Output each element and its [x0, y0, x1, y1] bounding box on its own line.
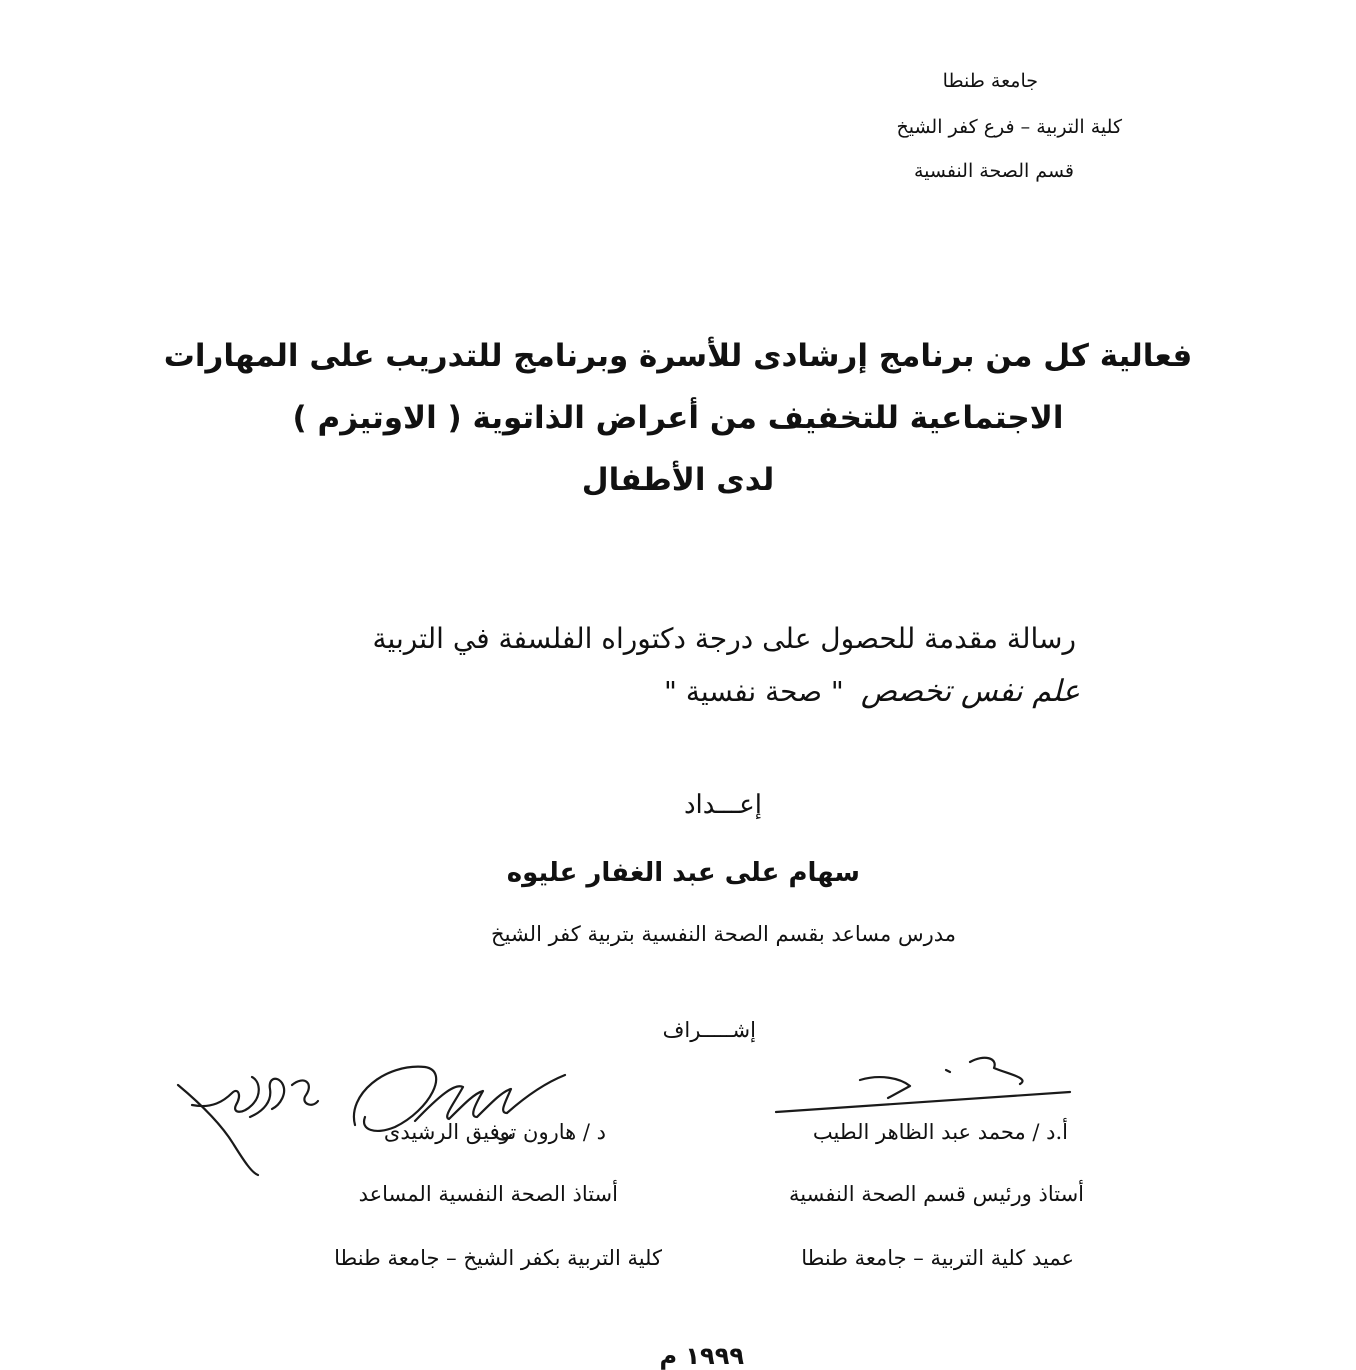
supervisor-1-title: أستاذ ورئيس قسم الصحة النفسية: [789, 1182, 1084, 1206]
prepared-by-heading: إعـــداد: [683, 790, 762, 820]
author-name: سهام على عبد الغفار عليوه: [506, 858, 860, 888]
signature-supervisor-1: [770, 1050, 1080, 1120]
signature-left: [172, 1065, 322, 1180]
year: ١٩٩٩ م: [659, 1342, 744, 1370]
thesis-title-line-3: لدى الأطفال: [581, 462, 775, 498]
supervisor-1-affiliation: عميد كلية التربية – جامعة طنطا: [801, 1246, 1074, 1270]
thesis-title-line-2: الاجتماعية للتخفيف من أعراض الذاتوية ( الاوتيزم ): [292, 400, 1064, 436]
specialization-printed: " صحة نفسية ": [664, 675, 844, 708]
supervisor-2-affiliation: كلية التربية بكفر الشيخ – جامعة طنطا: [334, 1246, 662, 1270]
specialization-line: [664, 674, 1080, 709]
supervisor-2-name: د / هارون توفيق الرشيدى: [383, 1120, 606, 1144]
degree-statement: رسالة مقدمة للحصول على درجة دكتوراه الفلسفة في التربية: [372, 622, 1076, 655]
supervisor-2-title: أستاذ الصحة النفسية المساعد: [358, 1182, 618, 1206]
faculty-name: كلية التربية – فرع كفر الشيخ: [896, 116, 1122, 138]
author-position: مدرس مساعد بقسم الصحة النفسية بتربية كفر الشيخ: [491, 922, 956, 946]
university-name: جامعة طنطا: [942, 70, 1038, 92]
supervision-heading: إشـــــراف: [662, 1018, 756, 1042]
department-name: قسم الصحة النفسية: [913, 160, 1074, 182]
thesis-title-line-1: فعالية كل من برنامج إرشادى للأسرة وبرنامج للتدريب على المهارات: [163, 338, 1193, 374]
handwritten-specialization: علم نفس تخصص: [860, 674, 1080, 709]
supervisor-1-name: أ.د / محمد عبد الظاهر الطيب: [812, 1120, 1068, 1144]
